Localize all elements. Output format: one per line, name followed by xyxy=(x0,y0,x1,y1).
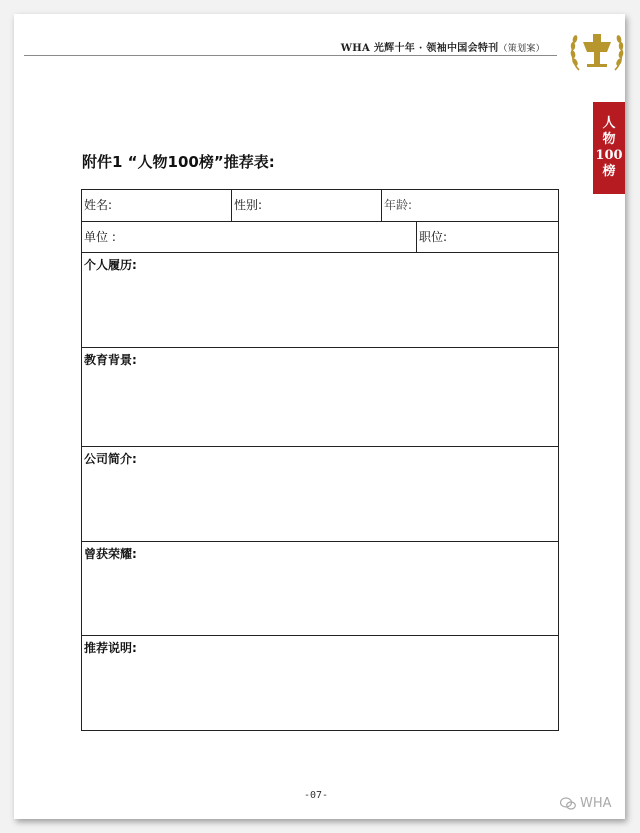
section-tab-line-2: 物 xyxy=(602,132,616,147)
education-label: 教育背景: xyxy=(84,353,137,367)
position-field[interactable] xyxy=(417,222,558,252)
recommendation-form-table xyxy=(81,189,559,731)
resume-field[interactable] xyxy=(82,253,558,348)
age-field[interactable] xyxy=(382,190,558,221)
header-title-text: WHA 光辉十年 · 领袖中国会特刊 xyxy=(340,43,499,54)
section-tab-line-4: 榜 xyxy=(602,164,616,179)
row-work-info xyxy=(82,222,558,253)
education-field[interactable] xyxy=(82,348,558,447)
header-tag: （策划案） xyxy=(498,44,545,54)
header-title xyxy=(341,39,545,54)
wechat-watermark xyxy=(560,796,612,811)
row-basic-info xyxy=(82,190,558,222)
document-page xyxy=(14,14,625,819)
company-label: 公司简介: xyxy=(84,452,137,466)
unit-label: 单位 : xyxy=(84,230,116,244)
section-tab-line-1: 人 xyxy=(602,116,616,131)
recommend-field[interactable] xyxy=(82,636,558,730)
gender-label: 性别: xyxy=(234,198,263,212)
wechat-icon xyxy=(560,797,576,810)
form-title: 附件1 “人物100榜”推荐表: xyxy=(82,153,275,171)
honors-field[interactable] xyxy=(82,542,558,636)
section-tab-line-3: 100 xyxy=(595,148,623,163)
honors-label: 曾获荣耀: xyxy=(84,547,137,561)
company-field[interactable] xyxy=(82,447,558,542)
name-label: 姓名: xyxy=(84,198,113,212)
age-label: 年龄: xyxy=(384,198,413,212)
watermark-text: WHA xyxy=(580,796,612,811)
resume-label: 个人履历: xyxy=(84,258,137,272)
unit-field[interactable] xyxy=(82,222,417,252)
gender-field[interactable] xyxy=(232,190,382,221)
wha-logo-icon xyxy=(567,22,627,78)
section-tab-person-100 xyxy=(593,102,625,194)
header-divider xyxy=(24,55,557,56)
name-field[interactable] xyxy=(82,190,232,221)
recommend-label: 推荐说明: xyxy=(84,641,137,655)
position-label: 职位: xyxy=(419,230,448,244)
page-number: -07- xyxy=(304,790,329,801)
